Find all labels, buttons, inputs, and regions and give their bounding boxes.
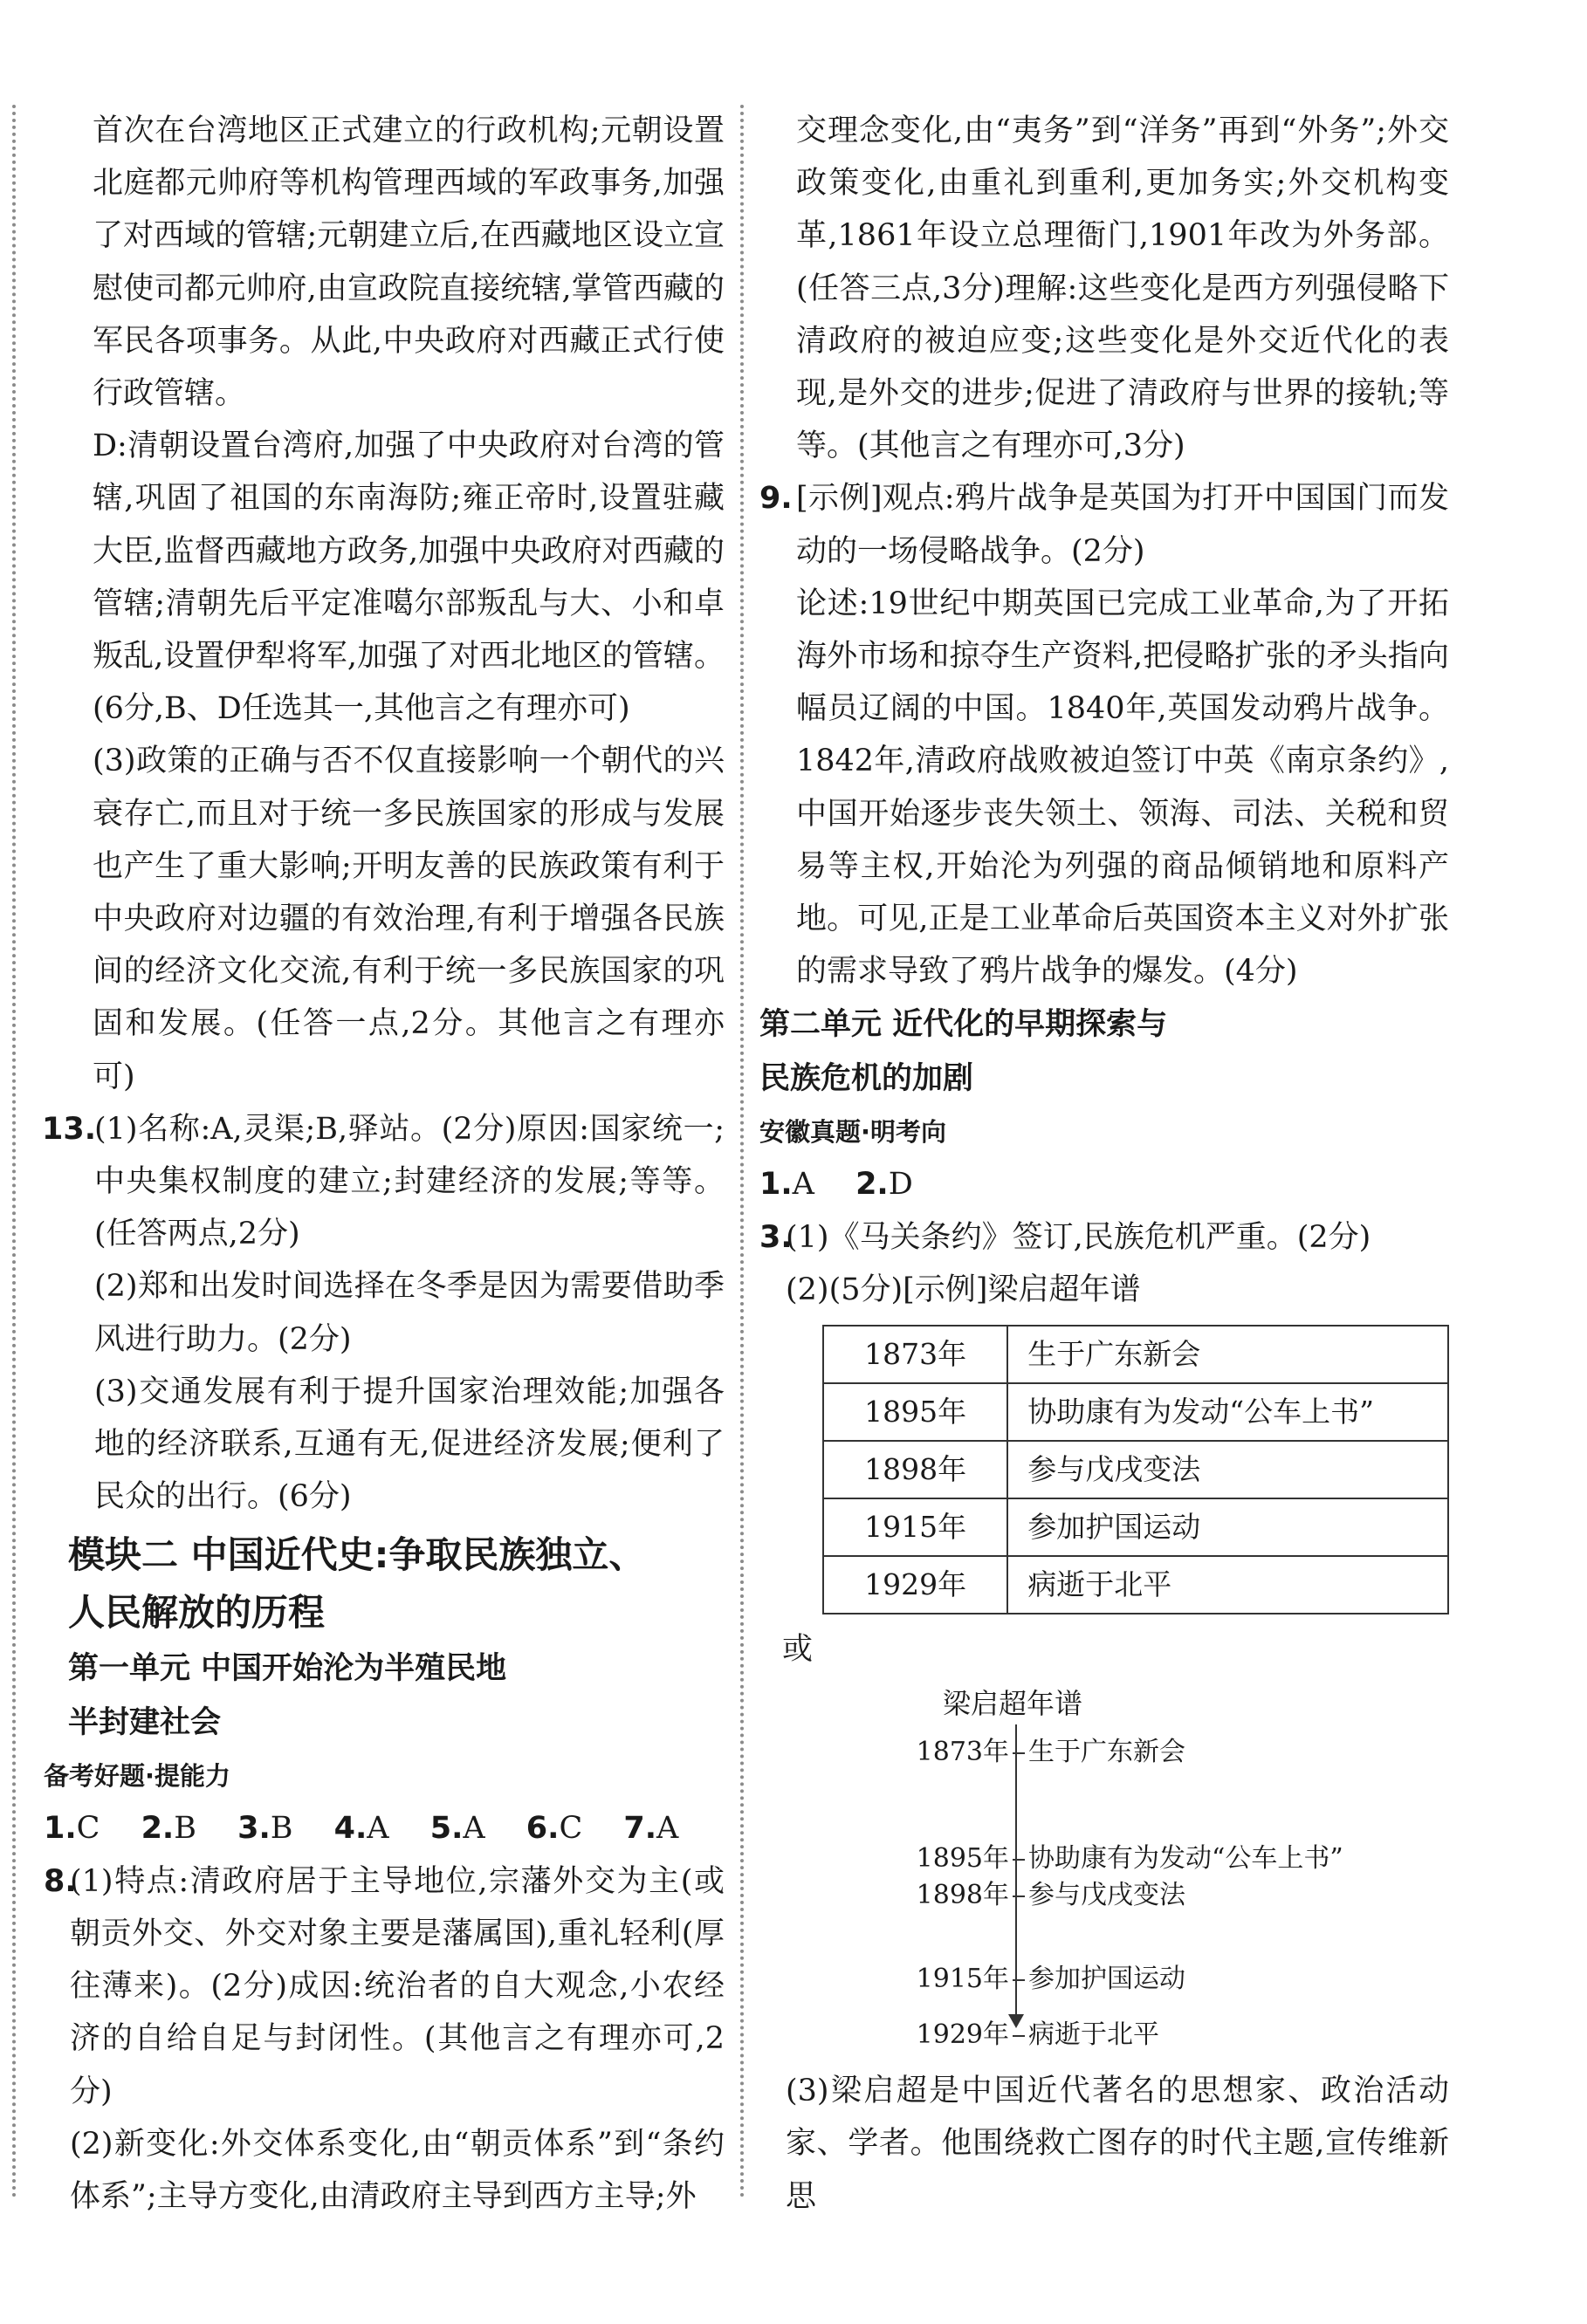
section-heading: 备考好题·提能力 — [44, 1761, 231, 1792]
answer-part: [示例]观点:鸦片战争是英国为打开中国国门而发动的一场侵略战争。(2分) — [796, 481, 1449, 569]
mc-answer: 3.B — [237, 1811, 293, 1847]
question-number: 13. — [42, 1111, 97, 1147]
answer-part: 论述:19世纪中期英国已完成工业革命,为了开拓海外市场和掠夺生产资料,把侵略扩张的矛头指向幅员辽阔的中国。1840年,英国发动鸦片战争。1842年,清政府战败被迫签订中英《南京条约》,中国开始逐步丧失领土、领海、司法、关税和贸易等主权,开始沦为列强的商品倾销地和原料产地。可见,正是工业革命后英国资本主义对外扩张的需求导致了鸦片战争的爆发。(4分) — [796, 586, 1449, 990]
unit-title: 第一单元 中国开始沦为半殖民地 — [68, 1651, 507, 1687]
answer-part: (1)《马关条约》签订,民族危机严重。(2分) — [786, 1219, 1371, 1255]
answer-part: (1)特点:清政府居于主导地位,宗藩外交为主(或朝贡外交、外交对象主要是藩属国),重礼轻利(厚往薄来)。(2分)成因:统治者的自大观念,小农经济的自给自足与封闭性。(其他言之有理亦可,2分) — [70, 1863, 725, 2109]
unit-title: 第二单元 近代化的早期探索与 — [759, 1007, 1168, 1043]
mc-answer: 5.A — [429, 1811, 485, 1847]
answer-part: (2)新变化:外交体系变化,由“朝贡体系”到“条约体系”;主导方变化,由清政府主导到西方主导;外 — [70, 2126, 725, 2214]
right-column — [759, 105, 1449, 2223]
timeline-entry: 1898年 参与戊戌变法 — [916, 1880, 1185, 1911]
table-row: 1873年 生于广东新会 — [823, 1326, 1448, 1383]
timeline-entry: 1873年 生于广东新会 — [916, 1737, 1185, 1768]
answer-part: (3)交通发展有利于提升国家治理效能;加强各地的经济联系,互通有无,促进经济发展;便利了民众的出行。(6分) — [94, 1374, 725, 1515]
or-label: 或 — [782, 1632, 814, 1668]
unit-title: 半封建社会 — [68, 1705, 222, 1741]
timeline-entry: 1915年 参加护国运动 — [916, 1964, 1185, 1995]
multiple-choice-answers — [44, 1802, 725, 1854]
answer-part: (2)(5分)[示例]梁启超年谱 — [786, 1272, 1141, 1307]
column-divider-dotted-line — [740, 105, 744, 2199]
answer-part: (1)名称:A,灵渠;B,驿站。(2分)原因:国家统一;中央集权制度的建立;封建经济的发展;等等。(任答两点,2分) — [94, 1111, 725, 1252]
liang-qichao-chronology-table — [822, 1325, 1449, 1614]
question-9 — [759, 472, 1449, 997]
mc-answer: 6.C — [526, 1811, 583, 1847]
mc-answer: 2.B — [141, 1811, 196, 1847]
question-number: 8. — [44, 1863, 77, 1899]
module-title: 人民解放的历程 — [68, 1591, 326, 1635]
question-number: 3. — [759, 1219, 793, 1255]
timeline-entry: 1929年 病逝于北平 — [916, 2019, 1159, 2051]
question-number: 9. — [759, 481, 793, 517]
mc-answer: 1.C — [44, 1811, 100, 1847]
answer-part: (2)郑和出发时间选择在冬季是因为需要借助季风进行助力。(2分) — [94, 1269, 725, 1357]
timeline-title: 梁启超年谱 — [943, 1687, 1083, 1721]
left-column — [42, 105, 725, 2223]
left-margin-dotted-line — [12, 105, 16, 2199]
paragraph: 交理念变化,由“夷务”到“洋务”再到“外务”;外交政策变化,由重礼到重利,更加务实;外交机构变革,1861年设立总理衙门,1901年改为外务部。(任答三点,3分)理解:这些变化是西方列强侵略下清政府的被迫应变;这些变化是外交近代化的表现,是外交的进步;促进了清政府与世界的接轨;等等。(其他言之有理亦可,3分) — [796, 113, 1449, 464]
table-row: 1915年 参加护国运动 — [823, 1498, 1448, 1556]
multiple-choice-answers — [759, 1158, 1449, 1210]
table-row: 1898年 参与戊戌变法 — [823, 1441, 1448, 1498]
module-title: 模块二 中国近代史:争取民族独立、 — [68, 1533, 646, 1577]
table-row: 1895年 协助康有为发动“公车上书” — [823, 1383, 1448, 1441]
answer-part: (3)梁启超是中国近代著名的思想家、政治活动家、学者。他围绕救亡图存的时代主题,宣传维新思 — [786, 2074, 1449, 2214]
mc-answer: 7.A — [623, 1811, 679, 1847]
question-3 — [759, 1211, 1449, 2066]
paragraph: (3)政策的正确与否不仅直接影响一个朝代的兴衰存亡,而且对于统一多民族国家的形成与发展也产生了重大影响;开明友善的民族政策有利于中央政府对边疆的有效治理,有利于增强各民族间的经济文化交流,有利于统一多民族国家的巩固和发展。(任答一点,2分。其他言之有理亦可) — [93, 744, 725, 1094]
section-heading: 安徽真题·明考向 — [759, 1117, 947, 1148]
mc-answer: 2.D — [855, 1167, 913, 1203]
mc-answer: 1.A — [759, 1167, 814, 1203]
question-8 — [44, 1855, 725, 2223]
liang-qichao-timeline — [899, 1676, 1388, 2065]
paragraph: D:清朝设置台湾府,加强了中央政府对台湾的管辖,巩固了祖国的东南海防;雍正帝时,设置驻藏大臣,监督西藏地方政务,加强中央政府对西藏的管辖;清朝先后平定准噶尔部叛乱与大、小和卓叛乱,设置伊犁将军,加强了对西北地区的管辖。(6分,B、D任选其一,其他言之有理亦可) — [93, 428, 725, 727]
question-13 — [42, 1103, 725, 1524]
unit-title: 民族危机的加剧 — [759, 1061, 974, 1097]
timeline-entry: 1895年 协助康有为发动“公车上书” — [916, 1843, 1343, 1875]
paragraph: 首次在台湾地区正式建立的行政机构;元朝设置北庭都元帅府等机构管理西域的军政事务,加强了对西域的管辖;元朝建立后,在西藏地区设立宣慰使司都元帅府,由宣政院直接统辖,掌管西藏的军民各项事务。从此,中央政府对西藏正式行使行政管辖。 — [93, 113, 725, 412]
mc-answer: 4.A — [333, 1811, 389, 1847]
table-row: 1929年 病逝于北平 — [823, 1556, 1448, 1614]
